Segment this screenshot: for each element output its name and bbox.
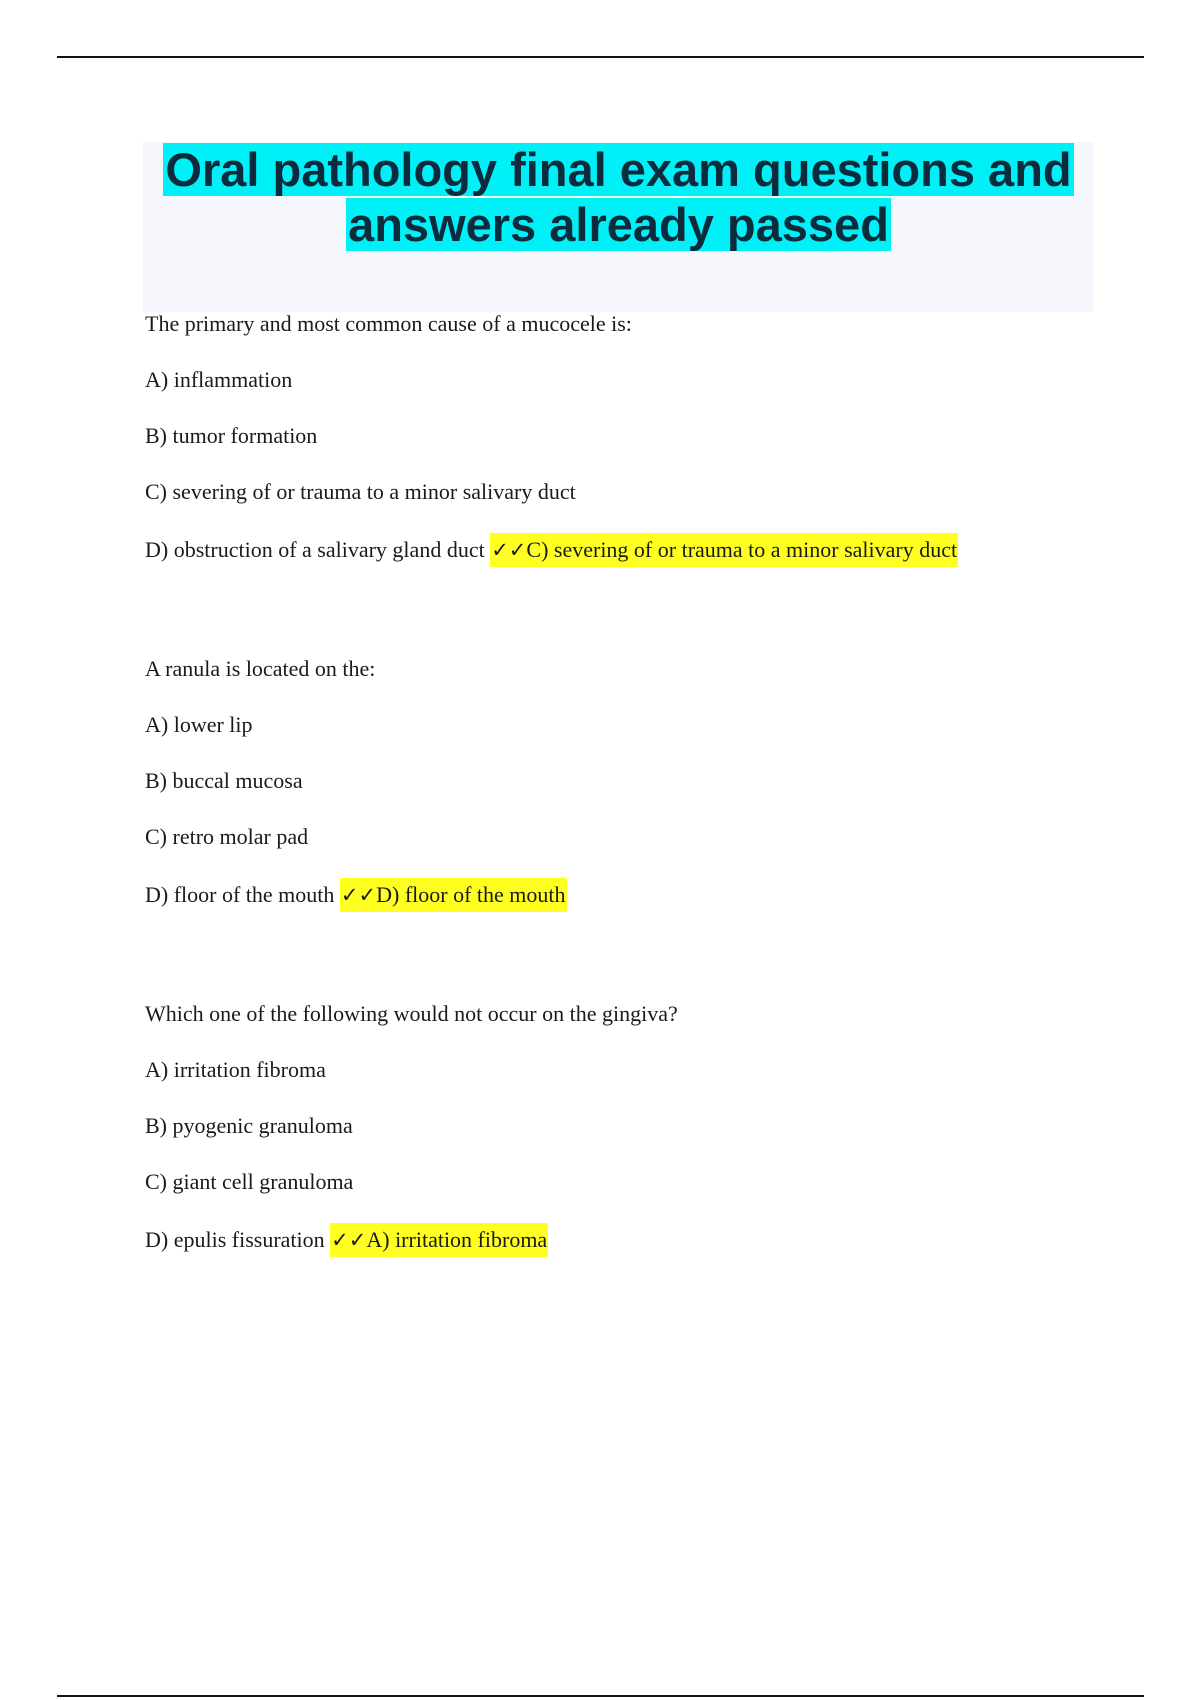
answer-highlight (490, 533, 958, 567)
bottom-divider (57, 1695, 1144, 1697)
double-check-icon: ✓✓ (491, 538, 527, 562)
option-c: C) giant cell granuloma (145, 1169, 354, 1194)
question-block-3 (145, 1000, 1105, 1254)
answer-text: A) irritation fibroma (366, 1227, 548, 1252)
document-title (143, 142, 1094, 252)
double-check-icon: ✓✓ (340, 883, 377, 907)
double-check-icon: ✓✓ (331, 1228, 367, 1252)
option-a: A) lower lip (145, 712, 253, 737)
top-divider (57, 56, 1144, 58)
option-d-with-answer (145, 1226, 1105, 1254)
option-b: B) tumor formation (145, 423, 318, 448)
title-line-1: Oral pathology final exam questions and (165, 143, 1072, 196)
option-b: B) buccal mucosa (145, 768, 303, 793)
answer-text: C) severing of or trauma to a minor salivary duct (526, 537, 958, 562)
option-c: C) retro molar pad (145, 824, 309, 849)
option-b: B) pyogenic granuloma (145, 1113, 353, 1138)
question-block-1 (145, 310, 1105, 564)
option-d-with-answer (145, 536, 1105, 564)
answer-text: D) floor of the mouth (376, 882, 566, 907)
question-block-2 (145, 655, 1105, 909)
option-c: C) severing of or trauma to a minor salivary duct (145, 479, 576, 504)
answer-highlight (330, 1223, 548, 1257)
title-line-2: answers already passed (348, 198, 889, 251)
option-d: D) floor of the mouth (145, 882, 335, 907)
option-d-with-answer (145, 881, 1105, 909)
questions-list (145, 310, 1105, 1254)
answer-highlight (340, 878, 567, 912)
question-text: The primary and most common cause of a mucocele is: (145, 311, 632, 336)
title-block (143, 142, 1094, 312)
option-d: D) obstruction of a salivary gland duct (145, 537, 485, 562)
option-d: D) epulis fissuration (145, 1227, 325, 1252)
option-a: A) inflammation (145, 367, 293, 392)
option-a: A) irritation fibroma (145, 1057, 326, 1082)
question-text: A ranula is located on the: (145, 656, 376, 681)
question-text: Which one of the following would not occur on the gingiva? (145, 1001, 678, 1026)
